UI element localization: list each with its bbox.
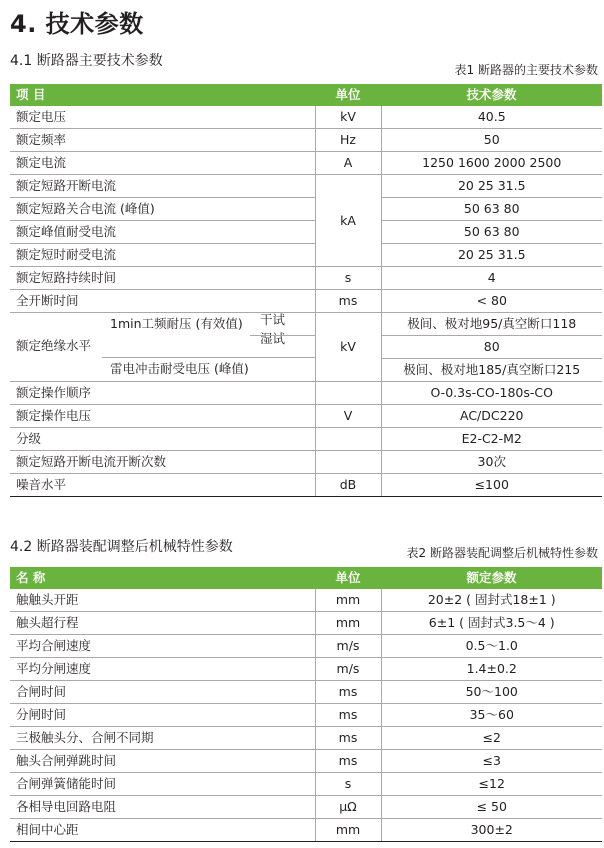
row-item: 触头合闸弹跳时间 xyxy=(10,750,315,773)
row-item: 分级 xyxy=(10,428,315,451)
page-heading: 4. 技术参数 xyxy=(10,10,144,38)
row-value: ≤12 xyxy=(381,773,602,796)
row-value: 极间、极对地185/真空断口215 xyxy=(381,359,602,382)
row-value: 0.5～1.0 xyxy=(381,635,602,658)
table-row xyxy=(10,382,602,405)
insulation-label: 额定绝缘水平 xyxy=(16,338,92,353)
row-item: 额定频率 xyxy=(10,129,315,152)
table-row xyxy=(10,681,602,704)
row-item: 平均分闸速度 xyxy=(10,658,315,681)
table-row xyxy=(10,129,602,152)
row-unit: μΩ xyxy=(315,796,381,819)
row-unit xyxy=(315,382,381,405)
row-unit: ms xyxy=(315,681,381,704)
table-row xyxy=(10,727,602,750)
row-unit: Hz xyxy=(315,129,381,152)
lightning-label: 雷电冲击耐受电压 (峰值) xyxy=(110,361,249,376)
row-unit: dB xyxy=(315,474,381,497)
table-row xyxy=(10,589,602,612)
row-value: 50 63 80 xyxy=(381,221,602,244)
row-item: 相间中心距 xyxy=(10,819,315,842)
table-row xyxy=(10,244,602,267)
row-value: 6±1 ( 固封式3.5～4 ) xyxy=(381,612,602,635)
row-value: 50 xyxy=(381,129,602,152)
col-header-item: 项 目 xyxy=(10,84,315,106)
wet-test-label: 湿试 xyxy=(260,331,286,346)
row-value: O-0.3s-CO-180s-CO xyxy=(381,382,602,405)
col-header-unit: 单位 xyxy=(315,84,381,106)
table-row xyxy=(10,612,602,635)
col-header-unit: 单位 xyxy=(315,567,381,589)
table-row xyxy=(10,635,602,658)
row-unit: mm xyxy=(315,589,381,612)
row-value: 20 25 31.5 xyxy=(381,175,602,198)
row-unit: V xyxy=(315,405,381,428)
row-value: 300±2 xyxy=(381,819,602,842)
row-item: 额定操作电压 xyxy=(10,405,315,428)
row-value: 1250 1600 2000 2500 xyxy=(381,152,602,175)
row-item: 额定短时耐受电流 xyxy=(10,244,315,267)
row-value: 35～60 xyxy=(381,704,602,727)
row-item: 平均合闸速度 xyxy=(10,635,315,658)
table-row xyxy=(10,267,602,290)
row-unit: m/s xyxy=(315,635,381,658)
table-row xyxy=(10,405,602,428)
row-item: 额定短路开断电流开断次数 xyxy=(10,451,315,474)
row-value: 40.5 xyxy=(381,106,602,129)
row-item: 合闸时间 xyxy=(10,681,315,704)
row-unit: ms xyxy=(315,727,381,750)
row-unit: s xyxy=(315,773,381,796)
table-1 xyxy=(10,84,602,497)
row-item: 额定短路持续时间 xyxy=(10,267,315,290)
divider xyxy=(102,357,315,358)
row-unit: ms xyxy=(315,290,381,313)
table-1-header xyxy=(10,84,602,106)
table-row xyxy=(10,152,602,175)
row-unit: mm xyxy=(315,819,381,842)
row-unit: mm xyxy=(315,612,381,635)
row-unit: s xyxy=(315,267,381,290)
row-item: 额定短路关合电流 (峰值) xyxy=(10,198,315,221)
col-header-name: 名 称 xyxy=(10,567,315,589)
row-value: 极间、极对地95/真空断口118 xyxy=(381,313,602,336)
row-value: 30次 xyxy=(381,451,602,474)
table-row xyxy=(10,750,602,773)
row-value: ≤2 xyxy=(381,727,602,750)
row-value: ≤ 50 xyxy=(381,796,602,819)
row-value: 20±2 ( 固封式18±1 ) xyxy=(381,589,602,612)
table-row xyxy=(10,704,602,727)
row-value: 50 63 80 xyxy=(381,198,602,221)
table-2 xyxy=(10,567,602,842)
table-row xyxy=(10,428,602,451)
insulation-item-cell xyxy=(10,313,315,382)
table-row xyxy=(10,106,602,129)
row-value: ≤3 xyxy=(381,750,602,773)
row-item: 分闸时间 xyxy=(10,704,315,727)
row-value: < 80 xyxy=(381,290,602,313)
row-value: 20 25 31.5 xyxy=(381,244,602,267)
table-row xyxy=(10,198,602,221)
row-value: 4 xyxy=(381,267,602,290)
table-2-caption: 表2 断路器装配调整后机械特性参数 xyxy=(406,546,598,560)
row-value: E2-C2-M2 xyxy=(381,428,602,451)
table-2-header xyxy=(10,567,602,589)
row-item: 三极触头分、合闸不同期 xyxy=(10,727,315,750)
table-1-caption: 表1 断路器的主要技术参数 xyxy=(454,63,598,77)
row-unit: ms xyxy=(315,704,381,727)
row-unit: A xyxy=(315,152,381,175)
row-value: 50～100 xyxy=(381,681,602,704)
row-item: 合闸弹簧储能时间 xyxy=(10,773,315,796)
row-item: 额定电流 xyxy=(10,152,315,175)
row-item: 触触头开距 xyxy=(10,589,315,612)
insulation-unit: kV xyxy=(315,313,381,382)
col-header-value: 技术参数 xyxy=(381,84,602,106)
table-row xyxy=(10,796,602,819)
power-frequency-label: 1min工频耐压 (有效值) xyxy=(110,316,243,331)
table-row xyxy=(10,819,602,842)
row-item: 触头超行程 xyxy=(10,612,315,635)
table-row xyxy=(10,175,602,198)
row-item: 各相导电回路电阻 xyxy=(10,796,315,819)
table-row xyxy=(10,658,602,681)
row-value: 1.4±0.2 xyxy=(381,658,602,681)
row-unit: ms xyxy=(315,750,381,773)
row-unit: kV xyxy=(315,106,381,129)
divider xyxy=(250,335,315,336)
row-unit: m/s xyxy=(315,658,381,681)
row-unit xyxy=(315,428,381,451)
col-header-rated: 额定参数 xyxy=(381,567,602,589)
insulation-row xyxy=(10,313,602,336)
row-value: 80 xyxy=(381,336,602,359)
section-1-title: 4.1 断路器主要技术参数 xyxy=(10,53,163,69)
row-item: 额定电压 xyxy=(10,106,315,129)
row-value: AC/DC220 xyxy=(381,405,602,428)
dry-test-label: 干试 xyxy=(260,312,286,327)
row-item: 额定短路开断电流 xyxy=(10,175,315,198)
row-value: ≤100 xyxy=(381,474,602,497)
row-unit xyxy=(315,451,381,474)
table-row xyxy=(10,474,602,497)
row-item: 额定操作顺序 xyxy=(10,382,315,405)
table-row xyxy=(10,773,602,796)
table-row xyxy=(10,290,602,313)
row-unit-ka: kA xyxy=(315,175,381,267)
table-row xyxy=(10,451,602,474)
row-item: 噪音水平 xyxy=(10,474,315,497)
row-item: 全开断时间 xyxy=(10,290,315,313)
section-2-title: 4.2 断路器装配调整后机械特性参数 xyxy=(10,539,233,555)
row-item: 额定峰值耐受电流 xyxy=(10,221,315,244)
table-row xyxy=(10,221,602,244)
